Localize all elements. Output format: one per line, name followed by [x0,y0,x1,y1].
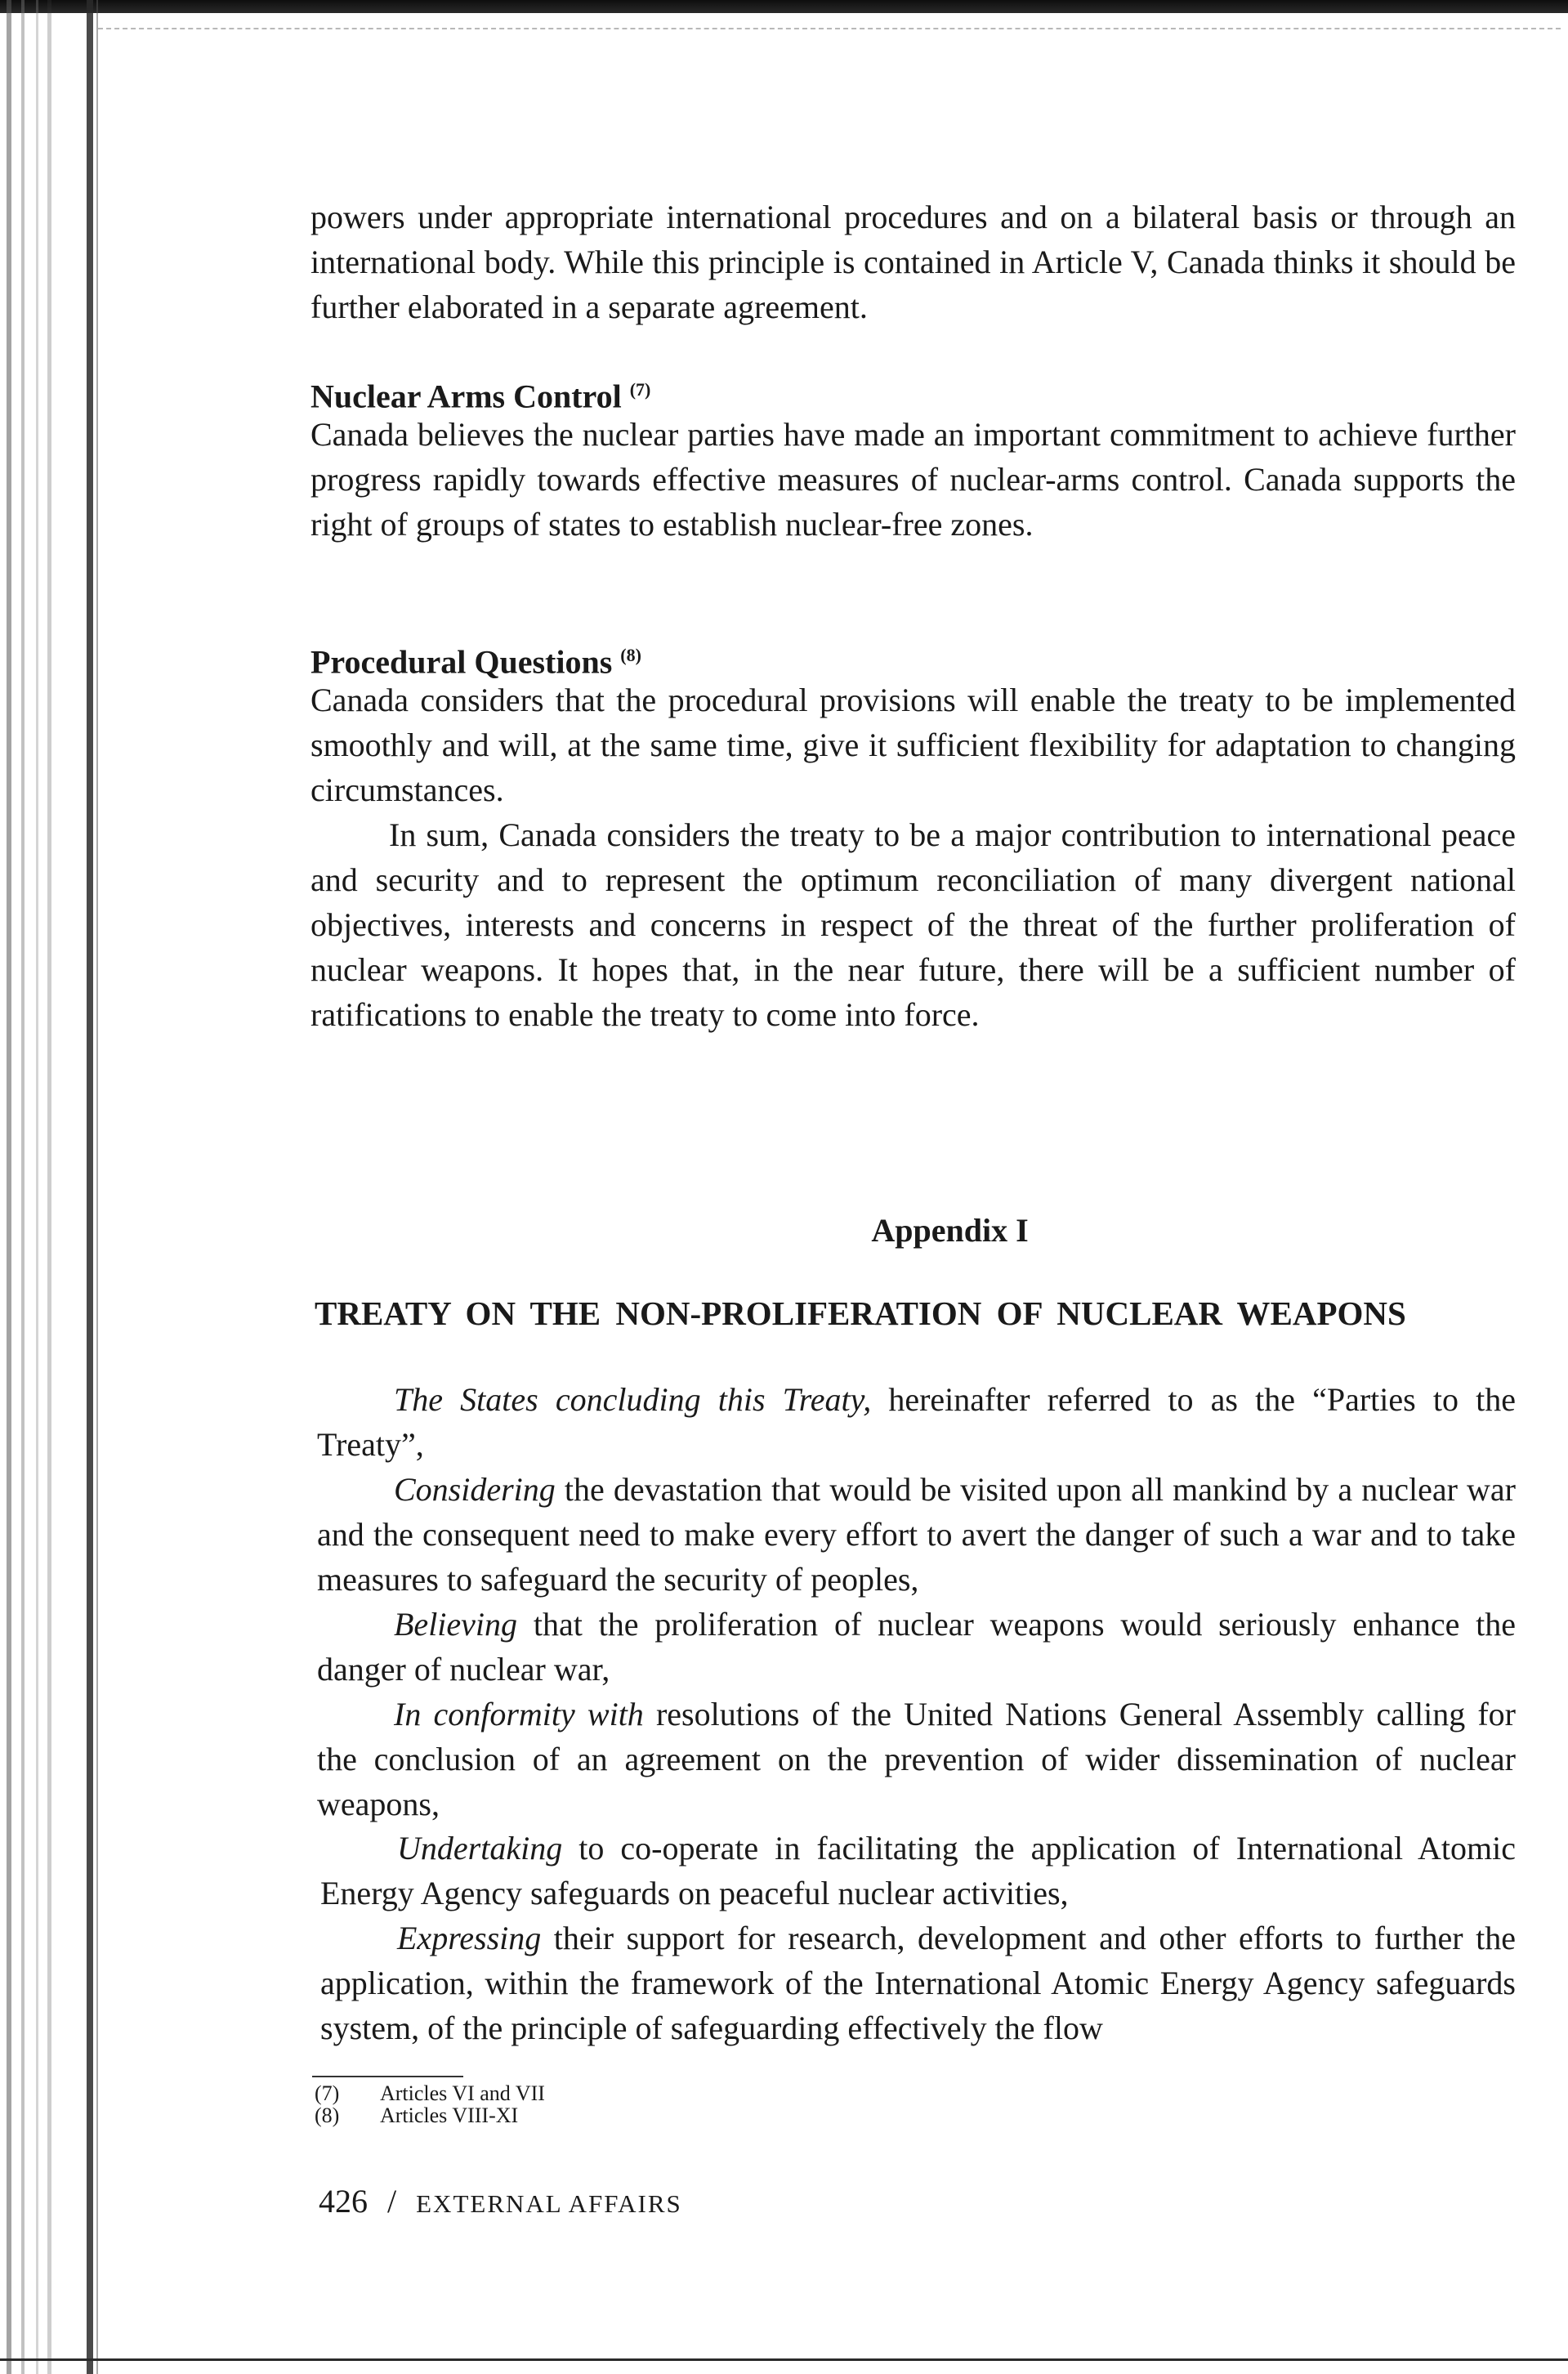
paragraph-in-sum: In sum, Canada considers the treaty to be a major contribution to international peace and security and to represent the optimum reconciliation of many divergent national objectives, interests and concerns in respect of the threat of the further proliferation of nuclear weapons. It hopes that, in the near future, there will be a sufficient number of ratifications to enable the treaty to come into force. [310,816,1516,1033]
scan-top-edge [0,0,1568,13]
preamble-clause-2 [317,1467,1516,1602]
paragraph-nuclear-arms-control: Canada believes the nuclear parties have made an important commitment to achieve further progress rapidly towards effective measures of nuclear-arms control. Canada supports the right of groups of states to establish nuclear-free zones. [310,416,1516,543]
appendix-title: Appendix I [871,1212,1029,1249]
clause-text: the devastation that would be visited upon all mankind by a nuclear war and the consequent need to make every effort to avert the danger of such a war and to take measures to safeguard the security of peoples, [317,1471,1516,1598]
clause-lead: In conformity with [394,1696,644,1732]
footnotes [315,2082,545,2126]
clause-lead: Considering [394,1471,556,1508]
footnote-ref-8: (8) [620,645,641,665]
footnote-7 [315,2082,545,2104]
treaty-title: TREATY ON THE NON-PROLIFERATION OF NUCLEAR WEAPONS [315,1294,1406,1332]
clause-text: their support for research, development and other efforts to further the application, within the framework of the International Atomic Energy Agency safeguards system, of the principle of safeguarding effectively the flow [320,1920,1516,2046]
clause-text: to co-operate in facilitating the application of International Atomic Energy Agency safeguards on peaceful nuclear activities, [320,1830,1516,1911]
clause-text: that the proliferation of nuclear weapons would seriously enhance the danger of nuclear war, [317,1606,1516,1688]
preamble-clause-6 [320,1916,1516,2050]
running-section-title: EXTERNAL AFFAIRS [416,2189,682,2218]
preamble-clause-4 [317,1692,1516,1826]
footnote-8 [315,2104,545,2126]
page-folio [319,2181,682,2224]
preamble-clause-1 [317,1377,1516,1467]
footnote-number: (8) [315,2104,340,2127]
clause-lead: Expressing [397,1920,542,1956]
footnote-number: (7) [315,2081,340,2105]
clause-text: hereinafter referred to as the “Parties to the Treaty”, [317,1381,1516,1463]
book-binding-gutter [0,0,106,2374]
folio-separator: / [387,2183,397,2220]
clause-text: resolutions of the United Nations General Assembly calling for the conclusion of an agreement on the prevention of wider dissemination of nuclear weapons, [317,1696,1516,1822]
preamble-clause-3 [317,1602,1516,1692]
heading-procedural-questions [310,635,641,682]
heading-text: Procedural Questions [310,643,613,681]
scan-bottom-edge [0,2358,1568,2361]
preamble-clause-5 [320,1826,1516,1916]
footnote-text: Articles VI and VII [380,2081,545,2105]
clause-lead: Believing [394,1606,518,1643]
heading-nuclear-arms-control [310,369,650,417]
paragraph-procedural-questions: Canada considers that the procedural provisions will enable the treaty to be implemented smoothly and will, at the same time, give it sufficient flexibility for adaptation to changing circumstances. [310,682,1516,808]
footnote-text: Articles VIII-XI [380,2104,519,2127]
page-number: 426 [319,2183,368,2220]
footnote-ref-7: (7) [629,379,651,400]
scan-top-dashed-line [98,28,1561,29]
footnote-rule [312,2076,463,2077]
clause-lead: Undertaking [397,1830,563,1867]
paragraph-safeguards-continued: powers under appropriate international procedures and on a bilateral basis or through an international body. While this principle is contained in Article V, Canada thinks it should be further elaborated in a separate agreement. [310,199,1516,325]
clause-lead: The States concluding this Treaty, [394,1381,872,1418]
heading-text: Nuclear Arms Control [310,378,622,415]
